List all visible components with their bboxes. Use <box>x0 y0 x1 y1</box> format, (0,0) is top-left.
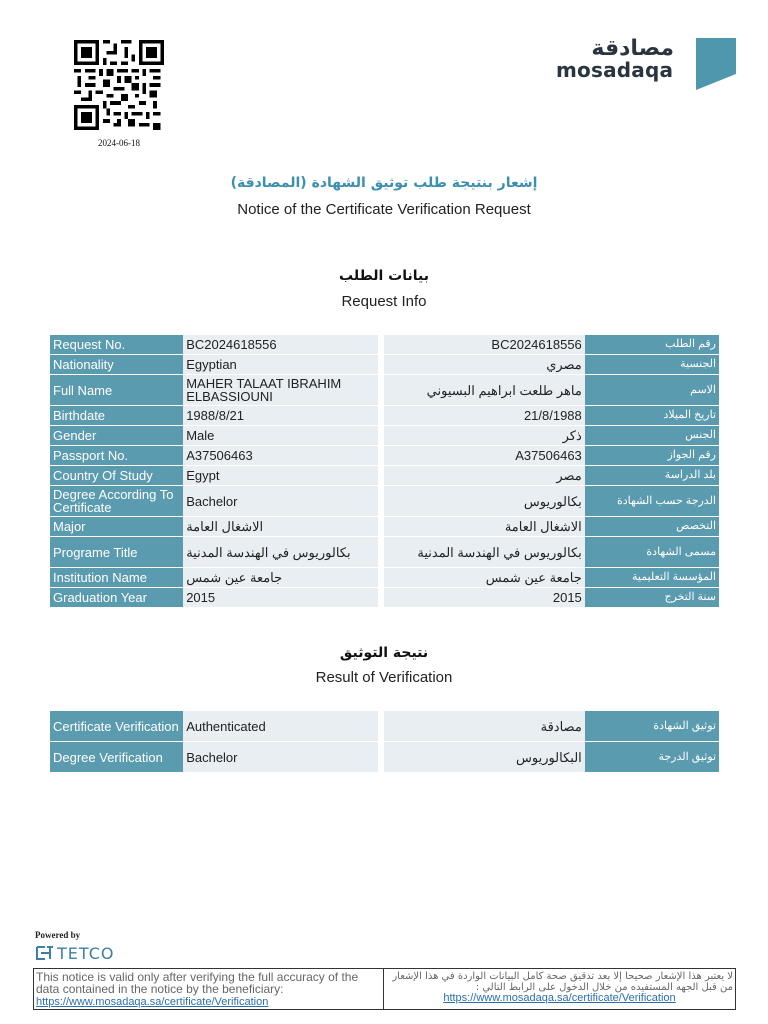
table-row <box>50 742 719 772</box>
row-label-ar: تاريخ الميلاد <box>585 406 719 425</box>
row-label-en: Country Of Study <box>50 466 183 485</box>
validity-note-en: This notice is valid only after verifying the full accuracy of the data contained in the notice by the beneficiary: <box>36 970 359 996</box>
row-label-ar: توثيق الشهادة <box>585 711 719 741</box>
verification-link-en[interactable]: https://www.mosadaqa.sa/certificate/Verification <box>36 996 269 1008</box>
notice-title-ar: إشعار بنتيجة طلب توثيق الشهادة (المصادقة) <box>230 175 538 191</box>
request-info-table <box>50 334 719 608</box>
row-label-ar: المؤسسة التعليمية <box>585 568 719 587</box>
row-value-en: Egyptian <box>183 355 384 374</box>
result-title-ar: نتيجة التوثيق <box>339 645 429 661</box>
row-label-ar: الدرجة حسب الشهادة <box>585 486 719 516</box>
row-value-en: Bachelor <box>183 742 384 772</box>
row-value-ar: BC2024618556 <box>384 335 585 354</box>
row-label-en: Degree Verification <box>50 742 183 772</box>
qr-code-icon <box>70 40 168 130</box>
row-value-en: MAHER TALAAT IBRAHIM ELBASSIOUNI <box>183 375 384 405</box>
row-value-en: بكالوريوس في الهندسة المدنية <box>183 537 384 567</box>
row-value-ar: جامعة عين شمس <box>384 568 585 587</box>
table-row <box>50 335 719 354</box>
row-value-en: A37506463 <box>183 446 384 465</box>
validity-notice <box>33 968 736 1010</box>
row-label-en: Certificate Verification <box>50 711 183 741</box>
row-value-en: 1988/8/21 <box>183 406 384 425</box>
table-row <box>50 446 719 465</box>
tetco-logo <box>35 944 119 962</box>
row-label-ar: رقم الجواز <box>585 446 719 465</box>
row-value-ar: ذكر <box>384 426 585 445</box>
row-value-ar: A37506463 <box>384 446 585 465</box>
row-label-ar: رقم الطلب <box>585 335 719 354</box>
table-row <box>50 466 719 485</box>
table-row <box>50 588 719 607</box>
row-label-ar: سنة التخرج <box>585 588 719 607</box>
row-label-en: Graduation Year <box>50 588 183 607</box>
validity-notice-en <box>34 969 384 1009</box>
row-value-en: 2015 <box>183 588 384 607</box>
table-row <box>50 355 719 374</box>
issue-date: 2024-06-18 <box>98 138 140 148</box>
mosadaqa-logo-icon <box>696 38 736 90</box>
row-label-ar: الاسم <box>585 375 719 405</box>
row-label-en: Birthdate <box>50 406 183 425</box>
row-value-en: جامعة عين شمس <box>183 568 384 587</box>
table-row <box>50 406 719 425</box>
row-value-ar: مصادقة <box>384 711 585 741</box>
row-value-en: BC2024618556 <box>183 335 384 354</box>
row-label-en: Nationality <box>50 355 183 374</box>
request-info-title-en: Request Info <box>341 293 427 310</box>
request-info-title-ar: بيانات الطلب <box>339 268 429 284</box>
powered-by-label: Powered by <box>35 930 81 940</box>
row-value-ar: 2015 <box>384 588 585 607</box>
verification-link-ar[interactable]: https://www.mosadaqa.sa/certificate/Verification <box>443 992 676 1004</box>
notice-title-en: Notice of the Certificate Verification Request <box>237 201 531 218</box>
logo-text-en: mosadaqa <box>556 58 674 82</box>
row-label-ar: توثيق الدرجة <box>585 742 719 772</box>
table-row <box>50 426 719 445</box>
table-row <box>50 517 719 536</box>
row-label-en: Gender <box>50 426 183 445</box>
row-value-ar: البكالوريوس <box>384 742 585 772</box>
mosadaqa-logo <box>550 36 740 92</box>
row-value-en: Male <box>183 426 384 445</box>
tetco-brand-text: TETCO <box>57 944 115 963</box>
table-row <box>50 375 719 405</box>
row-value-en: Egypt <box>183 466 384 485</box>
row-value-en: Bachelor <box>183 486 384 516</box>
validity-notice-ar <box>384 969 735 1009</box>
table-row <box>50 711 719 741</box>
row-value-ar: مصر <box>384 466 585 485</box>
result-title-en: Result of Verification <box>315 669 453 686</box>
row-value-ar: ماهر طلعت ابراهيم البسيوني <box>384 375 585 405</box>
verification-result-table <box>50 710 719 773</box>
tetco-logo-icon <box>35 945 55 961</box>
row-label-en: Institution Name <box>50 568 183 587</box>
row-value-ar: 21/8/1988 <box>384 406 585 425</box>
table-row <box>50 568 719 587</box>
logo-text-ar: مصادقة <box>591 36 674 61</box>
table-row <box>50 486 719 516</box>
row-label-en: Programe Title <box>50 537 183 567</box>
row-label-en: Major <box>50 517 183 536</box>
row-value-ar: بكالوريوس <box>384 486 585 516</box>
table-row <box>50 537 719 567</box>
row-label-en: Degree According To Certificate <box>50 486 183 516</box>
row-label-en: Passport No. <box>50 446 183 465</box>
row-label-ar: الجنس <box>585 426 719 445</box>
row-label-ar: التخصص <box>585 517 719 536</box>
row-value-en: الاشغال العامة <box>183 517 384 536</box>
row-value-ar: مصري <box>384 355 585 374</box>
row-value-ar: بكالوريوس في الهندسة المدنية <box>384 537 585 567</box>
row-label-en: Request No. <box>50 335 183 354</box>
row-label-ar: بلد الدراسة <box>585 466 719 485</box>
row-label-ar: مسمى الشهادة <box>585 537 719 567</box>
row-value-en: Authenticated <box>183 711 384 741</box>
row-label-ar: الجنسية <box>585 355 719 374</box>
row-label-en: Full Name <box>50 375 183 405</box>
row-value-ar: الاشغال العامة <box>384 517 585 536</box>
validity-note-ar: لا يعتبر هذا الإشعار صحيحا إلا بعد تدقيق صحة كامل البيانات الواردة في هذا الإشعار من قبل الجهه المستفيده من خلال الدخول على الرابط التالي : <box>392 971 733 993</box>
